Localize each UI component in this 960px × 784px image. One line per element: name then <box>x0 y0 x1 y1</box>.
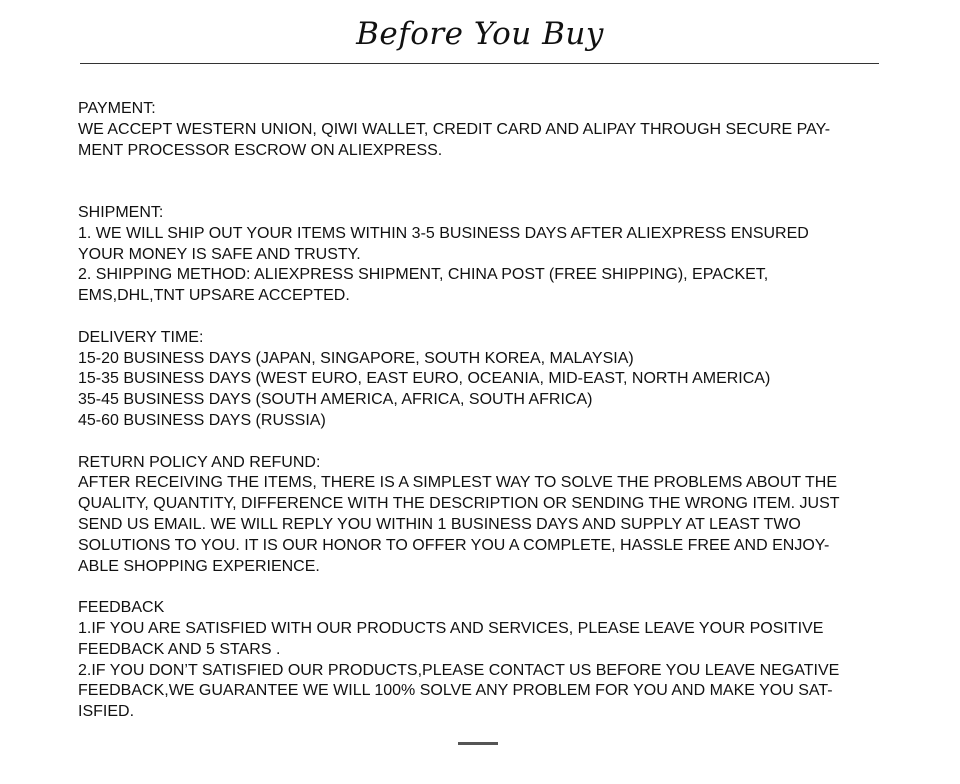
title-divider <box>80 63 879 64</box>
returns-line: QUALITY, QUANTITY, DIFFERENCE WITH THE DESCRIPTION OR SENDING THE WRONG ITEM. JUST <box>78 495 840 513</box>
delivery-line: 15-35 BUSINESS DAYS (WEST EURO, EAST EURO, OCEANIA, MID-EAST, NORTH AMERICA) <box>78 370 771 388</box>
delivery-line: 35-45 BUSINESS DAYS (SOUTH AMERICA, AFRICA, SOUTH AFRICA) <box>78 391 593 409</box>
page-title: Before You Buy <box>356 16 604 52</box>
payment-section <box>78 99 882 161</box>
delivery-line: 45-60 BUSINESS DAYS (RUSSIA) <box>78 411 326 429</box>
delivery-heading: DELIVERY TIME: <box>78 328 204 346</box>
returns-line: SOLUTIONS TO YOU. IT IS OUR HONOR TO OFFER YOU A COMPLETE, HASSLE FREE AND ENJOY- <box>78 536 830 554</box>
shipment-line: 1. WE WILL SHIP OUT YOUR ITEMS WITHIN 3-5 BUSINESS DAYS AFTER ALIEXPRESS ENSURED <box>78 224 809 242</box>
feedback-line: FEEDBACK AND 5 STARS . <box>78 640 281 658</box>
delivery-section <box>78 328 882 432</box>
returns-section <box>78 453 882 578</box>
feedback-line: FEEDBACK,WE GUARANTEE WE WILL 100% SOLVE ANY PROBLEM FOR YOU AND MAKE YOU SAT- <box>78 682 833 700</box>
payment-line: MENT PROCESSOR ESCROW ON ALIEXPRESS. <box>78 141 443 159</box>
shipment-line: 2. SHIPPING METHOD: ALIEXPRESS SHIPMENT, CHINA POST (FREE SHIPPING), EPACKET, <box>78 266 769 284</box>
spacer <box>78 161 882 203</box>
shipment-section <box>78 203 882 307</box>
feedback-section <box>78 598 882 723</box>
payment-line: WE ACCEPT WESTERN UNION, QIWI WALLET, CREDIT CARD AND ALIPAY THROUGH SECURE PAY- <box>78 120 831 138</box>
returns-line: SEND US EMAIL. WE WILL REPLY YOU WITHIN 1 BUSINESS DAYS AND SUPPLY AT LEAST TWO <box>78 515 801 533</box>
shipment-line: EMS,DHL,TNT UPSARE ACCEPTED. <box>78 287 350 305</box>
bottom-divider <box>458 742 498 745</box>
feedback-heading: FEEDBACK <box>78 599 165 617</box>
spacer <box>78 432 882 453</box>
spacer <box>78 577 882 598</box>
shipment-heading: SHIPMENT: <box>78 203 164 221</box>
returns-line: ABLE SHOPPING EXPERIENCE. <box>78 557 320 575</box>
shipment-line: YOUR MONEY IS SAFE AND TRUSTY. <box>78 245 361 263</box>
returns-heading: RETURN POLICY AND REFUND: <box>78 453 321 471</box>
feedback-line: ISFIED. <box>78 703 135 721</box>
feedback-line: 1.IF YOU ARE SATISFIED WITH OUR PRODUCTS AND SERVICES, PLEASE LEAVE YOUR POSITIVE <box>78 619 824 637</box>
payment-heading: PAYMENT: <box>78 100 156 117</box>
delivery-line: 15-20 BUSINESS DAYS (JAPAN, SINGAPORE, SOUTH KOREA, MALAYSIA) <box>78 349 634 367</box>
spacer <box>78 307 882 328</box>
returns-line: AFTER RECEIVING THE ITEMS, THERE IS A SIMPLEST WAY TO SOLVE THE PROBLEMS ABOUT THE <box>78 474 838 492</box>
policy-content <box>78 99 882 723</box>
feedback-line: 2.IF YOU DON’T SATISFIED OUR PRODUCTS,PLEASE CONTACT US BEFORE YOU LEAVE NEGATIVE <box>78 661 840 679</box>
